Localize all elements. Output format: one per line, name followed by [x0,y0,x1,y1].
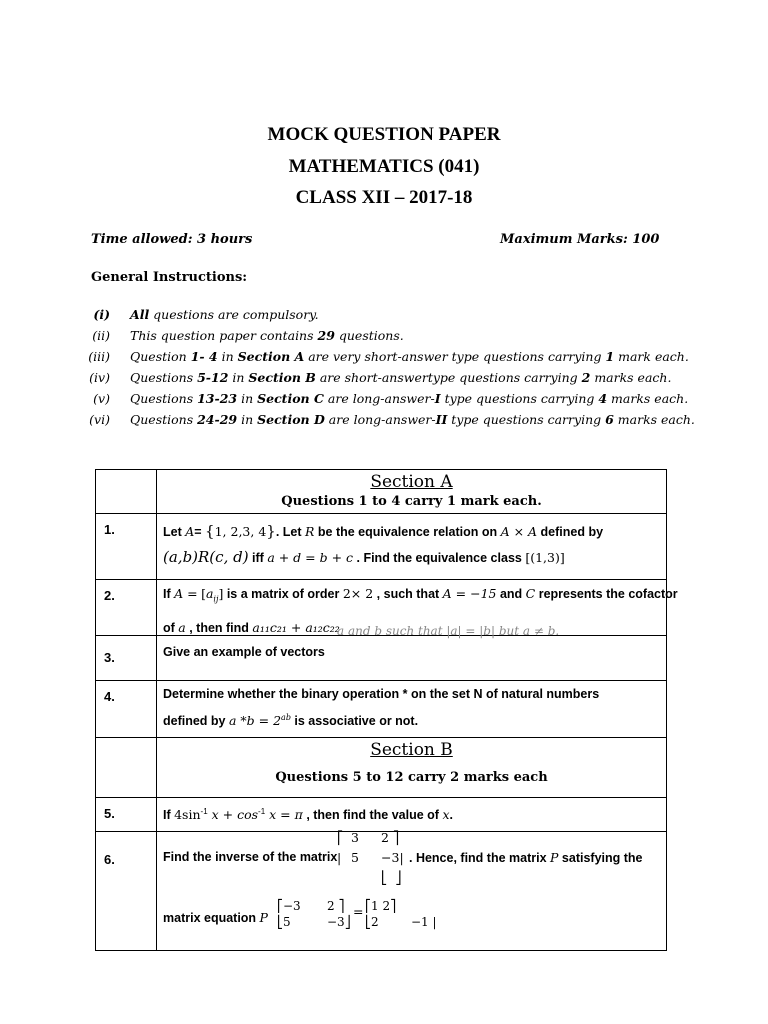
question-row-4: 4. Determine whether the binary operation * on the set N of natural numbers defined by a $*b = 2^{ab}$ is associative or not. [96,681,667,738]
question-row-5: 5. If $4\sin^{-1}$ $x + \cos^{-1} x = \pi$ , then find the value of x. [96,798,667,832]
question-row-2: 2. If $A = [a_{ij}]$ is a matrix of order 2× 2 , such that A = −15 and C represents the cofactor of a , then find a₁₁c₂₁ + a₁₂c₂₂ a and b such that |a| = |b| but a ≠ b. [96,580,667,636]
matrix: ⎡ 3 2 ⎤ | 5 −3| ⎣ ⎦ [337,830,404,885]
maximum-marks: Maximum Marks: 100 [500,232,660,247]
question-row-3 [96,636,667,681]
general-instructions-heading: General Instructions: [91,270,248,285]
subject-title: MATHEMATICS (041) [288,156,480,177]
question-row-6: 6. Find the inverse of the matrix ⎡ 3 2 ⎤ | 5 −3| ⎣ ⎦ . Hence, find the matrix P satisfying the matrix equation P ⎡−3 2 ⎤ ⎣5 −3⎦ = ⎡1 2⎤ ⎣2 −1 | [96,832,667,951]
section-b-header-row [96,738,667,798]
matrix: ⎡−3 2 ⎤ ⎣5 −3⎦ [277,899,351,929]
class-title: CLASS XII – 2017-18 [295,187,473,208]
section-a-header-row [96,470,667,514]
overlapping-text: a and b such that |a| = |b| but a ≠ b. [337,624,560,638]
question-number: 1. [96,514,157,580]
question-number: 5. [96,798,157,832]
question-number: 3. [96,636,157,681]
matrix: ⎡1 2⎤ ⎣2 −1 | [365,899,437,929]
question-text: Give an example of vectors [163,645,325,659]
paper-title: MOCK QUESTION PAPER [267,124,501,145]
section-a-subtitle: Questions 1 to 4 carry 1 mark each. [281,494,542,509]
question-number: 6. [96,832,157,951]
time-allowed: Time allowed: 3 hours [91,232,253,247]
question-number: 4. [96,681,157,738]
question-number: 2. [96,580,157,636]
section-b-title: Section B [370,740,453,760]
question-row-1: 1. Let A= {1, 2,3, 4}. Let R be the equivalence relation on A × A defined by (a,b)R(c, d) iff a + d = b + c . Find the equivalence class [(1,3)] [96,514,667,580]
section-b-subtitle: Questions 5 to 12 carry 2 marks each [275,770,548,785]
section-a-title: Section A [370,472,453,492]
question-table [95,469,678,951]
